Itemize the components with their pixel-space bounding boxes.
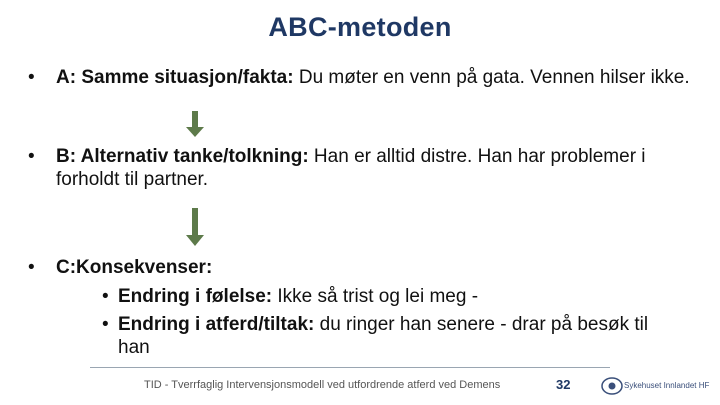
- sub-bullet-feeling-body: Ikke så trist og lei meg -: [272, 286, 479, 307]
- sub-bullet-marker: •: [102, 314, 109, 335]
- sub-bullet-behavior-label: Endring i atferd/tiltak:: [118, 314, 315, 335]
- footer-text: TID - Tverrfaglig Intervensjonsmodell ved utfordrende atferd ved Demens: [144, 379, 501, 391]
- page-number: 32: [556, 377, 571, 392]
- bullet-marker: •: [28, 67, 35, 88]
- sub-bullet-feeling-text: [118, 285, 678, 308]
- bullet-a-body: Du møter en venn på gata. Vennen hilser ikke.: [293, 67, 690, 88]
- bullet-c-label: C:Konsekvenser:: [56, 257, 213, 278]
- logo-text: Sykehuset Innlandet HF: [624, 381, 710, 390]
- down-arrow-icon: [183, 111, 207, 137]
- bullet-a-label: A: Samme situasjon/fakta:: [56, 67, 294, 88]
- sub-bullet-behavior-text: [118, 313, 678, 359]
- sub-bullet-behavior-body: du ringer han senere - drar på besøk til han: [118, 314, 649, 358]
- hospital-logo-icon: [601, 376, 623, 396]
- bullet-b-body: Han er alltid distre. Han har problemer i forholdt til partner.: [56, 146, 646, 190]
- bullet-marker: •: [28, 257, 35, 278]
- bullet-marker: •: [28, 146, 35, 167]
- bullet-b-text: [56, 145, 696, 191]
- bullet-b-label: B: Alternativ tanke/tolkning:: [56, 146, 309, 167]
- footer-divider: [90, 367, 610, 368]
- bullet-c-text: [56, 256, 696, 279]
- down-arrow-icon: [183, 208, 207, 246]
- bullet-a-text: [56, 66, 696, 89]
- sub-bullet-feeling-label: Endring i følelse:: [118, 286, 273, 307]
- slide-title: ABC-metoden: [268, 12, 452, 42]
- sub-bullet-marker: •: [102, 286, 109, 307]
